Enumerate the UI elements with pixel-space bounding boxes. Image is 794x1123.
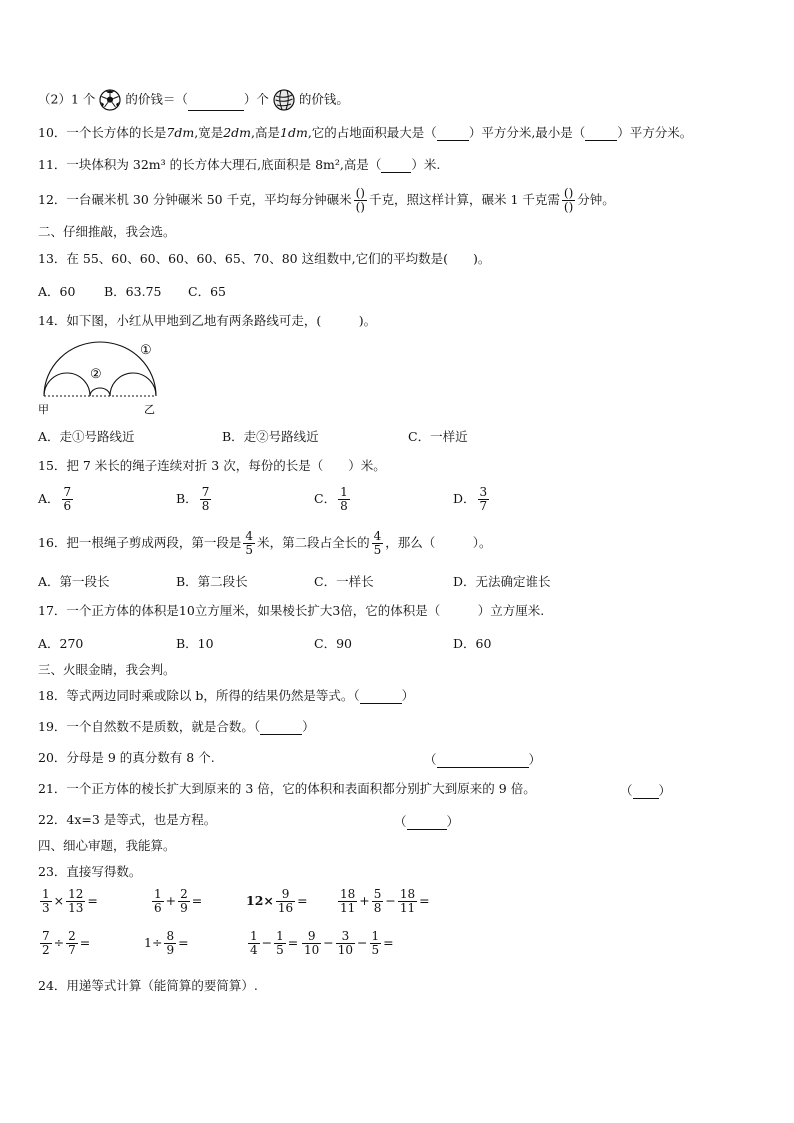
q-number: 20． [38,750,67,765]
q-text: 一个长方体的长是 [66,125,167,140]
operator: + [165,893,177,908]
question-13 [38,251,490,267]
q-text: ,高是 [251,125,281,140]
option-c[interactable]: C．90 [314,636,352,651]
question-11 [38,157,440,173]
q-number: 18． [38,688,67,703]
q-text: 等式两边同时乘或除以 b，所得的结果仍然是等式。（ [66,688,360,703]
equals: = [297,893,308,908]
question-24 [38,978,258,994]
option-letter: A． [38,491,60,506]
point-a-label: 甲 [38,403,49,416]
option-a[interactable]: A．第一段长 [38,574,110,589]
question-21 [38,781,536,797]
option-d[interactable]: D．60 [453,636,492,651]
section-heading: 三、火眼金睛，我会判。 [38,662,176,677]
bracket-close: ） [528,752,542,767]
operand: 12× [246,893,274,908]
answer-blank[interactable] [360,691,402,704]
q-text: ）平方分米,最小是（ [468,125,586,140]
bracket-close: ） [658,783,672,798]
answer-blank[interactable] [407,817,447,830]
frac-denominator: 8 [373,901,382,915]
frac-numerator: 1 [371,929,380,943]
q-text: ）米. [411,157,441,172]
equals: = [383,935,394,950]
q-text: ,它的占地面积最大是（ [307,125,437,140]
option-b[interactable]: B．63.75 [104,284,162,299]
frac-numerator: 18 [340,887,356,901]
q-text: 直接写得数。 [66,864,142,879]
q-number: 11． [38,157,67,172]
frac-denominator: 6 [63,499,72,513]
route-2-arc-middle [90,388,110,396]
answer-blank[interactable] [437,128,469,141]
frac-numerator: 1 [250,929,258,943]
question-22 [38,812,216,828]
frac-numerator: 5 [373,887,382,901]
q-text: 一个自然数不是质数，就是合数。（ [66,719,261,734]
answer-blank[interactable] [260,722,302,735]
volleyball-icon [273,89,295,111]
answer-blank[interactable] [585,128,617,141]
answer-bracket[interactable] [620,781,671,799]
frac-denominator: 11 [340,901,356,915]
section-heading: 二、仔细推敲，我会选。 [38,224,176,239]
question-14 [38,313,376,329]
frac-denominator: 9 [166,943,175,957]
section-heading: 四、细心审题，我能算。 [38,838,176,853]
q-text: 分母是 9 的真分数有 8 个. [66,750,215,765]
frac-numerator: 1 [276,929,284,943]
operator: − [261,935,273,950]
q-text: 用递等式计算（能简算的要简算）. [66,978,258,993]
route-2-arc-left [44,373,90,396]
q-number: 14． [38,313,67,328]
answer-blank[interactable] [437,755,529,768]
frac-numerator: 4 [373,529,382,543]
operator: × [53,893,65,908]
frac-denominator: 7 [479,499,488,513]
frac-numerator: 3 [479,485,488,499]
option-a[interactable]: A．走①号路线近 [38,429,135,444]
option-c[interactable] [314,486,352,513]
q-text: ，那么（ ）。 [385,535,492,550]
equals: = [191,893,203,908]
q-text: 千克，照这样计算，碾米 1 千克需 [369,192,560,207]
question-15 [38,458,386,474]
q-number: 15． [38,458,67,473]
bracket-open: （ [620,783,633,798]
question-23 [38,864,141,880]
expression-2 [150,888,202,915]
frac-denominator: 16 [277,901,294,915]
frac-denominator: 13 [68,901,84,915]
route-2-label: ② [90,367,102,382]
frac-numerator: 18 [399,887,416,901]
q-text: 一块体积为 32m³ 的长方体大理石,底面积是 8m²,高是（ [66,157,382,172]
question-18 [38,688,414,704]
expression-5 [38,930,90,957]
frac-numerator: 4 [245,529,254,543]
frac-numerator: () [563,186,574,200]
frac-denominator: 8 [201,499,210,513]
option-letter: B． [176,491,198,506]
question-12 [38,183,615,217]
q-number: 16． [38,535,67,550]
q2-prefix: （2）1 个 [38,91,96,107]
option-b[interactable]: B．走②号路线近 [222,429,319,444]
frac-denominator: 6 [154,901,162,915]
frac-denominator: 5 [245,543,254,557]
q-text: 把一根绳子剪成两段，第一段是 [66,535,242,550]
q-text: 把 7 米长的绳子连续对折 3 次，每份的长是（ ）米。 [66,458,386,473]
frac-numerator: 1 [154,887,162,901]
equals: = [287,935,299,950]
question-10 [38,125,692,141]
operator: − [357,935,368,950]
q-text: 分钟。 [577,192,615,207]
frac-denominator: 5 [373,543,382,557]
question-2-line [38,89,349,111]
option-d[interactable]: D．无法确定谁长 [453,574,551,589]
q-number: 10． [38,125,67,140]
frac-denominator: 7 [68,943,76,957]
route-diagram [36,336,166,418]
operator: ÷ [53,935,65,950]
q-number: 17． [38,603,67,618]
operator: + [359,893,370,908]
q-text: 一个正方体的体积是10立方厘米，如果棱长扩大3倍，它的体积是（ ）立方厘米. [66,603,545,618]
frac-numerator: 8 [166,929,175,943]
option-a[interactable] [38,486,75,513]
q-text: 4x=3 是等式，也是方程。 [66,812,217,827]
fraction-blank[interactable] [562,187,575,214]
bracket-close: ） [446,814,460,829]
q2-suffix: 的价钱。 [298,91,349,107]
answer-blank[interactable] [381,160,411,173]
q-text: 米，第二段占全长的 [257,535,370,550]
question-17 [38,603,544,619]
q-number: 22． [38,812,67,827]
q-text: 在 55、60、60、60、60、65、70、80 这组数中,它们的平均数是( )。 [66,251,491,266]
expression-6 [144,930,189,957]
frac-denominator: 2 [42,943,50,957]
option-c[interactable]: C．一样长 [314,574,374,589]
q-value: 7dm [166,125,195,140]
frac-denominator: () [563,200,574,214]
route-2-arc-right [110,373,156,396]
expression-7 [246,930,298,957]
option-letter: C． [314,491,337,506]
q-text: ）平方分米。 [617,125,693,140]
option-letter: D． [453,491,476,506]
q-number: 19． [38,719,67,734]
operator: − [323,935,334,950]
answer-blank[interactable] [633,786,659,799]
bracket-open: （ [424,752,437,767]
frac-numerator: 2 [68,929,76,943]
frac-denominator: 4 [250,943,258,957]
equals: = [419,893,430,908]
option-c[interactable]: C．65 [188,284,226,299]
q-number: 13． [38,251,67,266]
frac-numerator: 1 [340,485,348,499]
expression-1 [38,888,98,915]
frac-denominator: 8 [340,499,348,513]
option-b[interactable]: B．第二段长 [176,574,248,589]
q-number: 24． [38,978,67,993]
option-d[interactable] [453,486,491,513]
frac-denominator: 11 [399,901,416,915]
equals: = [87,893,98,908]
q-value: 1dm [280,125,308,140]
q-text: 一台碾米机 30 分钟碾米 50 千克，平均每分钟碾米 [66,192,352,207]
q-number: 23． [38,864,67,879]
operator: − [385,893,396,908]
expression-8 [300,930,394,957]
frac-numerator: () [355,186,365,200]
q-value: 2dm [223,125,252,140]
q2-middle: 的价钱＝（ [125,91,188,107]
frac-denominator: 5 [276,943,284,957]
answer-bracket[interactable] [424,750,541,768]
q2-close: ）个 [243,91,269,107]
frac-numerator: 12 [68,887,84,901]
equals: = [178,935,189,950]
answer-bracket[interactable] [394,812,459,830]
frac-numerator: 1 [42,887,50,901]
frac-numerator: 7 [201,485,210,499]
q-number: 12． [38,192,67,207]
question-20 [38,750,215,766]
expression-4 [336,888,430,915]
frac-denominator: 9 [180,901,188,915]
option-a[interactable]: A．270 [38,636,84,651]
frac-denominator: 5 [371,943,380,957]
option-b[interactable]: B．10 [176,636,214,651]
q-close: ） [401,688,415,703]
answer-blank[interactable] [188,98,244,111]
equals: = [79,935,91,950]
frac-numerator: 3 [341,929,350,943]
soccer-ball-icon [99,89,121,111]
q-text: ,宽是 [194,125,224,140]
frac-numerator: 7 [42,929,50,943]
expression-3 [246,888,308,915]
point-b-label: 乙 [144,403,155,416]
route-1-label: ① [140,343,152,358]
q-text: 一个正方体的棱长扩大到原来的 3 倍，它的体积和表面积都分别扩大到原来的 9 倍。 [66,781,536,796]
option-a[interactable]: A．60 [38,284,76,299]
option-c[interactable]: C．一样近 [408,429,468,444]
frac-numerator: 9 [281,887,290,901]
frac-denominator: 10 [337,943,354,957]
q-close: ） [302,719,315,734]
frac-denominator: () [355,200,365,214]
q-text: 如下图，小红从甲地到乙地有两条路线可走，( )。 [66,313,377,328]
frac-numerator: 7 [63,485,72,499]
question-16 [38,526,491,560]
question-19 [38,719,315,735]
bracket-open: （ [394,814,407,829]
option-b[interactable] [176,486,213,513]
frac-numerator: 9 [307,929,316,943]
frac-denominator: 3 [42,901,50,915]
q-number: 21． [38,781,67,796]
frac-denominator: 10 [304,943,320,957]
operand: 1÷ [144,935,163,950]
frac-numerator: 2 [180,887,188,901]
fraction-blank[interactable] [354,187,367,214]
